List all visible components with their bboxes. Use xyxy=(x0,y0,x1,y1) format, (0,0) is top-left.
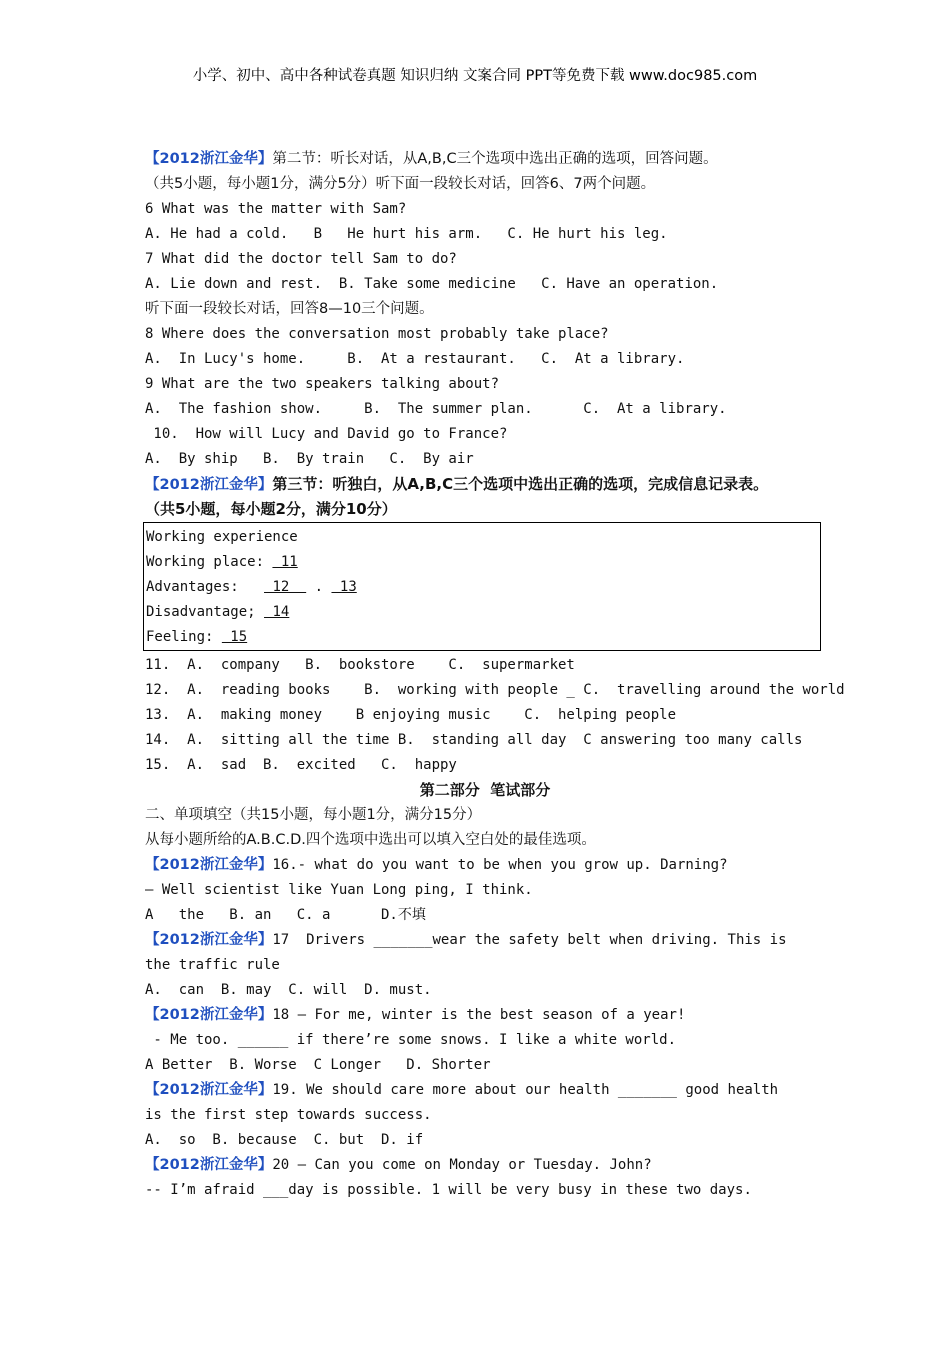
blank-13: 13 xyxy=(331,579,357,595)
disadvantage-label: Disadvantage; xyxy=(146,604,265,620)
question-19-options: A. so B. because C. but D. if xyxy=(145,1132,424,1148)
question-17: 17 Drivers _______wear the safety belt when driving. This is xyxy=(272,932,787,948)
source-tag: 【2012浙江金华】 xyxy=(145,857,273,873)
section-2-title: 第二节：听长对话，从A,B,C三个选项中选出正确的选项，回答问题。 xyxy=(272,151,718,167)
section-2-note: （共5小题，每小题1分，满分5分）听下面一段较长对话，回答6、7两个问题。 xyxy=(145,176,656,192)
blank-12: 12 xyxy=(264,579,307,595)
question-10: 10. How will Lucy and David go to France? xyxy=(145,426,508,442)
question-18-line-2: - Me too. ______ if there’re some snows. I like a white world. xyxy=(145,1032,677,1048)
question-18: 18 — For me, winter is the best season of a year! xyxy=(272,1007,686,1023)
question-9-options: A. The fashion show. B. The summer plan. C. At a library. xyxy=(145,401,727,417)
question-8: 8 Where does the conversation most probably take place? xyxy=(145,326,609,342)
blank-11: 11 xyxy=(272,554,298,570)
question-11: 11. A. company B. bookstore C. supermarket xyxy=(145,657,575,673)
source-tag: 【2012浙江金华】 xyxy=(145,1082,273,1098)
source-tag: 【2012浙江金华】 xyxy=(145,1157,273,1173)
question-20: 20 — Can you come on Monday or Tuesday. John? xyxy=(272,1157,652,1173)
source-tag: 【2012浙江金华】 xyxy=(145,1007,273,1023)
source-tag: 【2012浙江金华】 xyxy=(145,932,273,948)
question-16-options: A the B. an C. a D.不填 xyxy=(145,907,426,923)
question-16: 16.- what do you want to be when you grow up. Darning? xyxy=(272,857,728,873)
part-2-title: 第二部分 笔试部分 xyxy=(419,781,551,799)
question-17-line-2: the traffic rule xyxy=(145,957,280,973)
question-18-options: A Better B. Worse C Longer D. Shorter xyxy=(145,1057,491,1073)
question-14: 14. A. sitting all the time B. standing all day C answering too many calls xyxy=(145,732,803,748)
question-20-line-2: -- I’m afraid ___day is possible. 1 will be very busy in these two days. xyxy=(145,1182,752,1198)
question-13: 13. A. making money B enjoying music C. helping people xyxy=(145,707,677,723)
source-tag: 【2012浙江金华】 xyxy=(145,477,273,493)
question-17-options: A. can B. may C. will D. must. xyxy=(145,982,432,998)
question-7: 7 What did the doctor tell Sam to do? xyxy=(145,251,457,267)
section-2-note-2: 听下面一段较长对话，回答8—10三个问题。 xyxy=(145,301,434,317)
question-9: 9 What are the two speakers talking about? xyxy=(145,376,500,392)
working-place-label: Working place: xyxy=(146,554,273,570)
question-10-options: A. By ship B. By train C. By air xyxy=(145,451,474,467)
blank-14: 14 xyxy=(264,604,290,620)
feeling-label: Feeling: xyxy=(146,629,222,645)
question-19: 19. We should care more about our health _______ good health xyxy=(272,1082,779,1098)
question-6: 6 What was the matter with Sam? xyxy=(145,201,407,217)
document-body xyxy=(145,147,845,1203)
blank-15: 15 xyxy=(221,629,248,645)
table-heading: Working experience xyxy=(146,529,298,545)
question-15: 15. A. sad B. excited C. happy xyxy=(145,757,457,773)
part-2-instructions: 从每小题所给的A.B.C.D.四个选项中选出可以填入空白处的最佳选项。 xyxy=(145,832,596,848)
question-6-options: A. He had a cold. B He hurt his arm. C. He hurt his leg. xyxy=(145,226,668,242)
page-header: 小学、初中、高中各种试卷真题 知识归纳 文案合同 PPT等免费下载 www.doc985.com xyxy=(192,68,758,84)
question-8-options: A. In Lucy's home. B. At a restaurant. C. At a library. xyxy=(145,351,685,367)
advantages-separator: . xyxy=(306,579,332,595)
info-record-table xyxy=(143,522,821,651)
part-2-subtitle: 二、单项填空（共15小题，每小题1分，满分15分） xyxy=(145,807,482,823)
question-19-line-2: is the first step towards success. xyxy=(145,1107,432,1123)
question-16-line-2: — Well scientist like Yuan Long ping, I think. xyxy=(145,882,533,898)
source-tag: 【2012浙江金华】 xyxy=(145,151,273,167)
advantages-label: Advantages: xyxy=(146,579,265,595)
question-12: 12. A. reading books B. working with people _ C. travelling around the world xyxy=(145,682,845,698)
section-3-title: 第三节：听独白，从A,B,C三个选项中选出正确的选项，完成信息记录表。 xyxy=(272,475,769,493)
section-3-note: （共5小题，每小题2分，满分10分） xyxy=(145,500,397,518)
question-7-options: A. Lie down and rest. B. Take some medicine C. Have an operation. xyxy=(145,276,719,292)
